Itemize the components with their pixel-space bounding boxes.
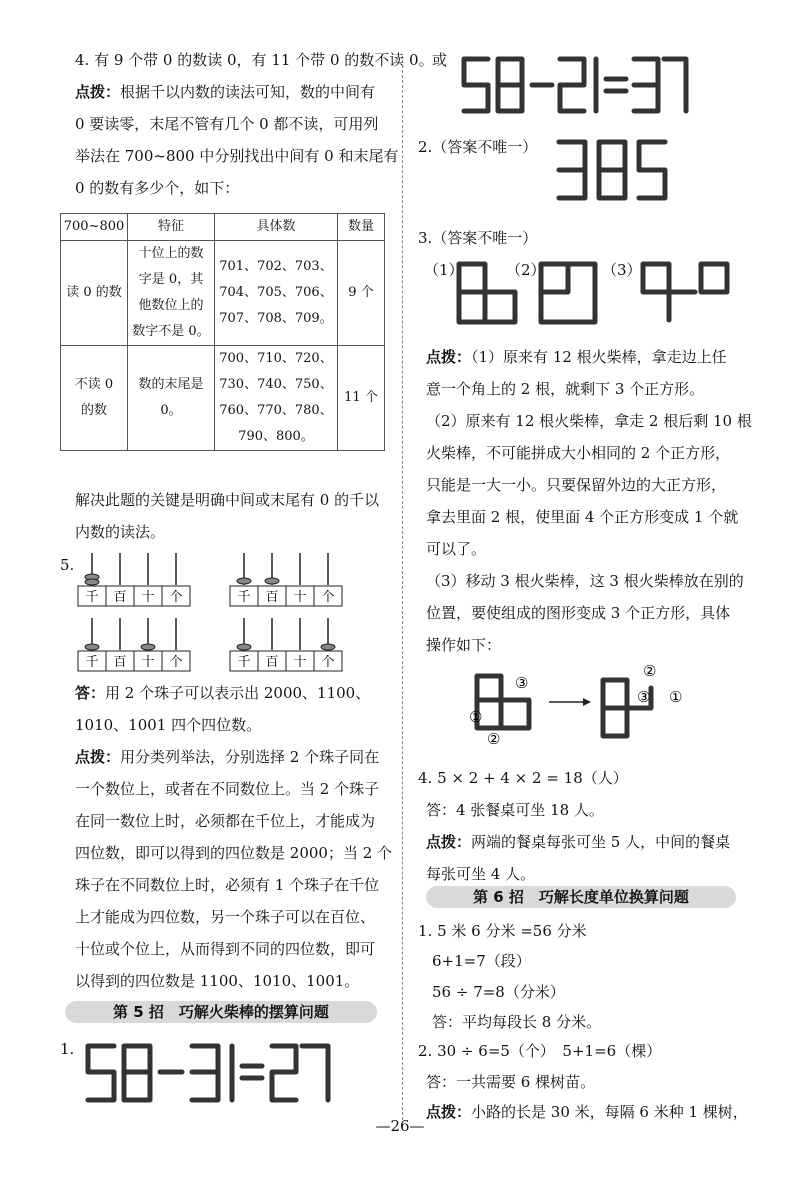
abacus-1001 — [230, 618, 342, 671]
number-table — [60, 213, 385, 451]
circled-3: ③ — [515, 674, 529, 692]
q5-hint-line5: 珠子在不同数位上时，必须有 1 个珠子在千位 — [75, 876, 380, 894]
circled-2: ② — [487, 730, 501, 748]
circled-1-after: ① — [669, 688, 683, 706]
answer-label: 答： — [75, 684, 106, 702]
table-cell — [128, 346, 215, 451]
cell-line: 0。 — [160, 403, 182, 418]
abacus-label: 个 — [169, 655, 183, 670]
q3-hint-line7: 可以了。 — [426, 540, 487, 558]
matchstick-385 — [555, 138, 675, 204]
q5-answer-line1 — [75, 677, 370, 709]
q3-hint-line9: 位置，要使组成的图形变成 3 个正方形，具体 — [426, 604, 731, 622]
hint-label: 点拨： — [426, 833, 472, 851]
q4-equation: 4. 5 × 2 + 4 × 2 = 18（人） — [418, 769, 628, 787]
s6-q1-line1: 1. 5 米 6 分米 =56 分米 — [418, 922, 587, 940]
s5-q1-number: 1. — [60, 1040, 75, 1058]
q4-hint-line1 — [75, 76, 375, 108]
table-cell: 11 个 — [338, 346, 385, 451]
s6-q1-line2: 6+1=7（段） — [432, 952, 531, 970]
cell-line: 的数 — [80, 403, 107, 418]
q3-hint-line8: （3）移动 3 根火柴棒，这 3 根火柴棒放在别的 — [426, 572, 744, 590]
table-cell — [128, 241, 215, 346]
table-header-row — [61, 214, 385, 241]
s6-q1-answer: 答：平均每段长 8 分米。 — [432, 1013, 602, 1031]
circled-3-after: ③ — [637, 688, 651, 706]
section-5-title: 第 5 招 巧解火柴棒的摆算问题 — [65, 1001, 377, 1023]
s6-q2-answer: 答：一共需要 6 棵树苗。 — [426, 1073, 596, 1091]
cell-line: 数字不是 0。 — [132, 324, 210, 339]
abacus-label: 千 — [85, 590, 99, 605]
abacus-label: 千 — [237, 655, 251, 670]
q4-answer: 答：4 张餐桌可坐 18 人。 — [426, 801, 604, 819]
q3-hint-line3: （2）原来有 12 根火柴棒，拿走 2 根后剩 10 根 — [426, 412, 752, 430]
table-header: 700~800 — [61, 214, 128, 241]
hint-label: 点拨： — [75, 748, 121, 766]
abacus-label: 个 — [169, 590, 183, 605]
q3-label: 3.（答案不唯一） — [418, 229, 538, 247]
page-number: —26— — [375, 1117, 425, 1135]
q3-hint-line2: 意一个角上的 2 根，就剩下 3 个正方形。 — [426, 380, 705, 398]
cell-line: 790、800。 — [238, 429, 314, 444]
cell-line: 707、708、709。 — [219, 311, 333, 326]
q5-number: 5. — [60, 556, 75, 574]
hint-text: （1）原来有 12 根火柴棒，拿走边上任 — [471, 348, 727, 366]
abacus-diagrams — [72, 550, 392, 675]
abacus-label: 百 — [265, 655, 279, 670]
matchstick-equation-alt — [460, 55, 690, 117]
matchstick-squares — [455, 260, 745, 330]
q3-hint-line5: 只能是一大一小。只要保留外边的大正方形， — [426, 476, 727, 494]
or-label: 或 — [432, 51, 448, 69]
q5-hint-line2: 一个数位上，或者在不同数位上。当 2 个珠子 — [75, 780, 380, 798]
q3-sub-1: （1） — [424, 261, 464, 279]
s6-q2-line1: 2. 30 ÷ 6=5（个） 5+1=6（棵） — [418, 1042, 662, 1060]
q3-hint-line4: 火柴棒，不可能拼成大小相同的 2 个正方形， — [426, 444, 731, 462]
abacus-label: 十 — [293, 590, 307, 605]
hint-label: 点拨： — [426, 348, 472, 366]
cell-line: 760、770、780、 — [219, 403, 333, 418]
table-cell: 9 个 — [338, 241, 385, 346]
table-cell — [61, 346, 128, 451]
q4-hint-line4: 0 的数有多少个，如下： — [75, 179, 240, 197]
cell-line: 他数位上的 — [138, 298, 204, 313]
q5-hint-line8: 以得到的四位数是 1100、1010、1001。 — [75, 972, 360, 990]
q3-sub-2: （2） — [506, 261, 546, 279]
q3-hint-line1 — [426, 341, 727, 373]
q5-hint-line3: 在同一数位上时，必须都在千位上，才能成为 — [75, 812, 376, 830]
q4-hint-line3: 举法在 700~800 中分别找出中间有 0 和末尾有 — [75, 147, 399, 165]
abacus-label: 百 — [265, 590, 279, 605]
q4-hint-line2: 每张可坐 4 人。 — [426, 865, 536, 883]
hint-text: 两端的餐桌每张可坐 5 人，中间的餐桌 — [471, 833, 731, 851]
q3-hint-line10: 操作如下： — [426, 636, 502, 654]
table-header: 数量 — [338, 214, 385, 241]
table-cell — [215, 346, 338, 451]
q4-summary-line1: 解决此题的关键是明确中间或末尾有 0 的千以 — [75, 491, 380, 509]
cell-line: 数的末尾是 — [138, 377, 204, 392]
q5-hint-line6: 上才能成为四位数，另一个珠子可以在百位、 — [75, 908, 376, 926]
abacus-label: 百 — [113, 655, 127, 670]
hint-label: 点拨： — [75, 83, 121, 101]
abacus-label: 个 — [321, 655, 335, 670]
table-header: 特征 — [128, 214, 215, 241]
cell-line: 700、710、720、 — [219, 351, 333, 366]
abacus-label: 千 — [85, 655, 99, 670]
hint-text: 小路的长是 30 米，每隔 6 米种 1 棵树， — [471, 1103, 748, 1121]
arrow-head-icon — [583, 698, 591, 706]
cell-line: 字是 0，其 — [138, 272, 204, 287]
q5-hint-line1 — [75, 741, 379, 773]
q4-intro: 4. 有 9 个带 0 的数读 0，有 11 个带 0 的数不读 0。 — [75, 51, 434, 69]
q3-hint-line6: 拿去里面 2 根，使里面 4 个正方形变成 1 个就 — [426, 508, 739, 526]
cell-line: 730、740、750、 — [219, 377, 333, 392]
q4-hint-line2: 0 要读零，末尾不管有几个 0 都不读，可用列 — [75, 115, 379, 133]
cell-line: 701、702、703、 — [219, 259, 333, 274]
q3-sub-3: （3） — [602, 261, 642, 279]
abacus-1010 — [78, 618, 190, 671]
abacus-label: 个 — [321, 590, 335, 605]
abacus-label: 百 — [113, 590, 127, 605]
cell-line: 十位上的数 — [138, 246, 204, 261]
abacus-label: 十 — [141, 590, 155, 605]
table-row — [61, 346, 385, 451]
abacus-label: 千 — [237, 590, 251, 605]
matchstick-move-diagram — [465, 662, 695, 752]
table-cell — [215, 241, 338, 346]
q5-answer-line2: 1010、1001 四个四位数。 — [75, 716, 262, 734]
answer-text: 用 2 个珠子可以表示出 2000、1100、 — [105, 684, 371, 702]
abacus-label: 十 — [293, 655, 307, 670]
q2-label: 2.（答案不唯一） — [418, 138, 538, 156]
hint-text: 用分类列举法，分别选择 2 个珠子同在 — [120, 748, 380, 766]
table-row — [61, 241, 385, 346]
column-divider — [402, 60, 403, 1120]
q4-hint-line1 — [426, 826, 730, 858]
q5-hint-line4: 四位数，即可以得到的四位数是 2000；当 2 个 — [75, 844, 393, 862]
circled-1: ① — [469, 708, 483, 726]
matchstick-equation-1 — [84, 1040, 334, 1110]
cell-line: 704、705、706、 — [219, 285, 333, 300]
circled-2-after: ② — [643, 662, 657, 680]
cell-line: 不读 0 — [74, 377, 114, 392]
hint-text: 根据千以内数的读法可知，数的中间有 — [120, 83, 376, 101]
abacus-1100 — [230, 553, 342, 606]
section-6-title: 第 6 招 巧解长度单位换算问题 — [426, 886, 736, 908]
abacus-2000 — [78, 553, 190, 606]
abacus-label: 十 — [141, 655, 155, 670]
hint-label: 点拨： — [426, 1103, 472, 1121]
table-cell: 读 0 的数 — [61, 241, 128, 346]
q5-hint-line7: 十位或个位上，从而得到不同的四位数，即可 — [75, 940, 376, 958]
s6-q1-line3: 56 ÷ 7=8（分米） — [432, 983, 565, 1001]
q4-summary-line2: 内数的读法。 — [75, 523, 166, 541]
table-header: 具体数 — [215, 214, 338, 241]
